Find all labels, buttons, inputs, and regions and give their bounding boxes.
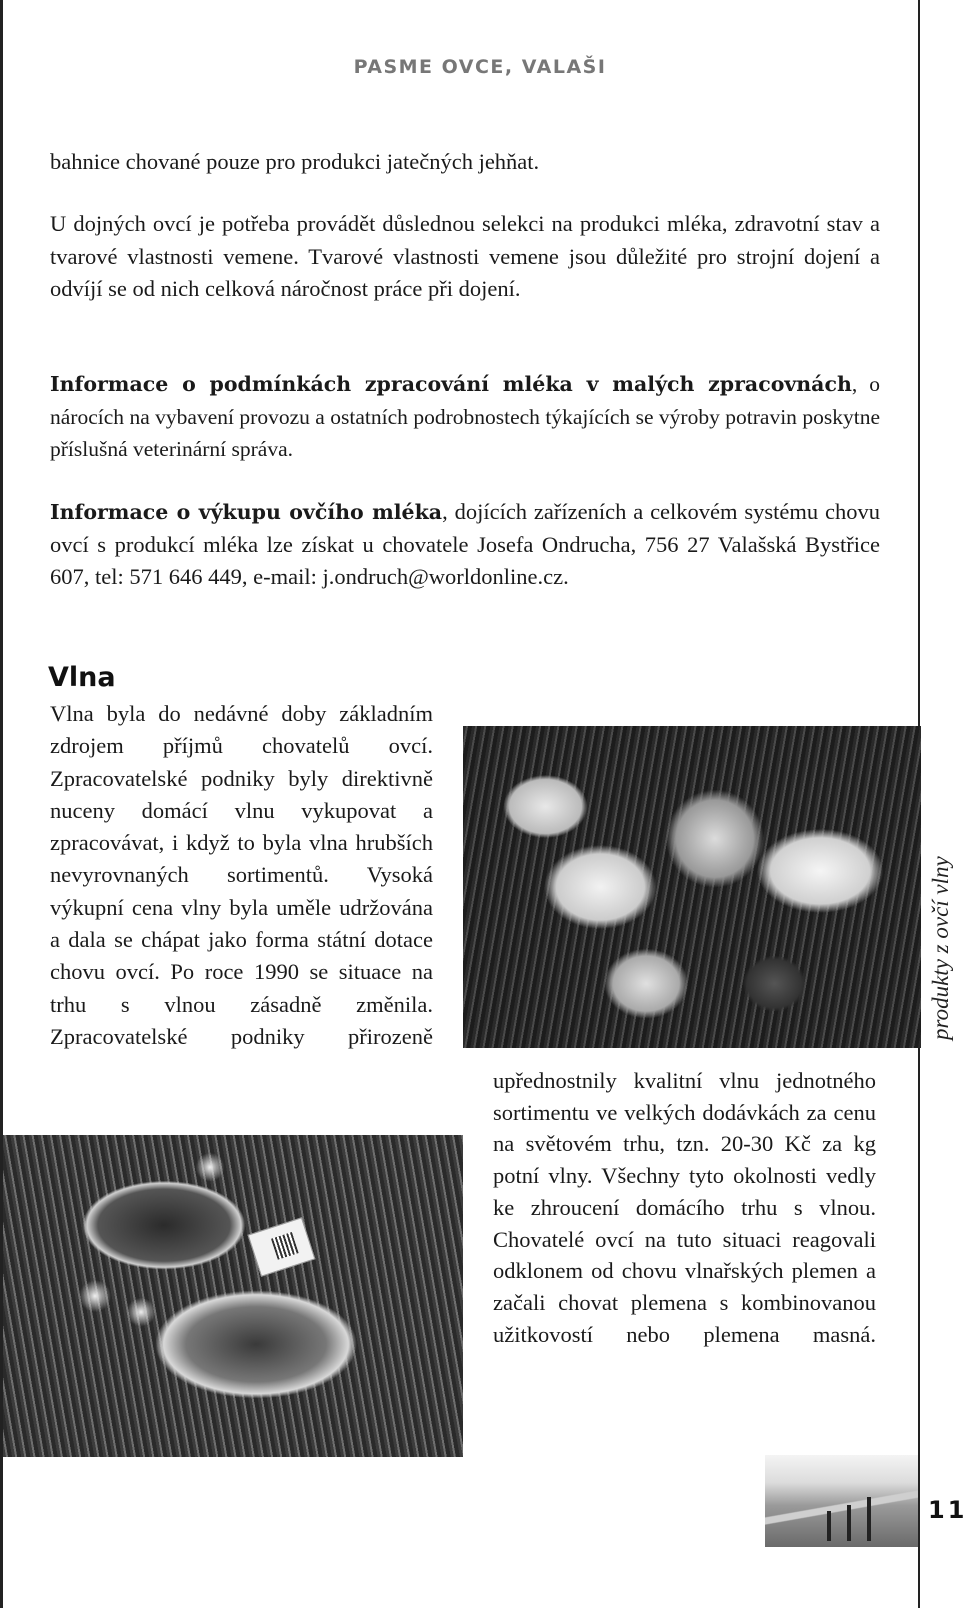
running-header: PASME OVCE, VALAŠI (353, 56, 607, 78)
product-tag-icon (248, 1217, 316, 1276)
paragraph-processing (50, 368, 880, 466)
purchase-bold-lead: Informace o výkupu ovčího mléka (50, 500, 443, 524)
side-caption: produkty z ovčí vlny (928, 856, 953, 1040)
wool-slippers-photo (3, 1135, 463, 1457)
section-heading-vlna: Vlna (48, 662, 116, 693)
page-number: 11 (928, 1496, 967, 1524)
processing-bold-lead: Informace o podmínkách zpracování mléka v malých zpracovnách (50, 372, 852, 396)
paragraph-purchase-text (50, 496, 880, 594)
vlna-column-right (493, 1065, 876, 1350)
fence-post-icon (867, 1497, 871, 1541)
landscape-thumbnail-photo (765, 1455, 918, 1547)
paragraph-milking-text: U dojných ovcí je potřeba provádět důslednou selekci na produkci mléka, zdravotní stav a tvarové vlastnosti vemene. Tvarové vlastnosti vemene jsou důležité pro strojní dojení a odvíjí se od nich celková náročnost práce při dojení. (50, 211, 880, 301)
intro-line (50, 146, 880, 179)
intro-sentence: bahnice chované pouze pro produkci jatečných jehňat. (50, 149, 540, 174)
vlna-left-text: Vlna byla do nedávné doby základním zdrojem příjmů chovatelů ovcí. Zpracovatelské podniky byly direktivně nuceny domácí vlnu vykupovat a zpracovávat, i když to byla vlna hrubších nevyrovnaných sortimentů. Vysoká výkupní cena vlny byla uměle udržována a dala se chápat jako forma státní dotace chovu ovcí. Po roce 1990 se situace na trhu s vlnou zásadně změnila. Zpracovatelské podniky přirozeně (50, 701, 433, 1049)
fence-post-icon (827, 1511, 831, 1541)
paragraph-milking (50, 208, 880, 306)
vlna-column-left (50, 698, 433, 1053)
fence-post-icon (847, 1505, 851, 1541)
paragraph-purchase (50, 496, 880, 594)
wool-socks-photo (463, 726, 921, 1048)
vlna-right-text: upřednostnily kvalitní vlnu jednotného sortimentu ve velkých dodávkách za cenu na světovém trhu, tzn. 20-30 Kč za kg potní vlny. Všechny tyto okolnosti vedly ke zhroucení domácího trhu s vlnou. Chovatelé ovcí na tuto situaci reagovali odklonem od chovu vlnařských plemen a začali chovat plemena s kombinovanou užitkovostí nebo plemena masná. (493, 1068, 876, 1347)
purchase-rest: , dojících zařízeních a celkovém systému chovu ovcí s produkcí mléka lze získat u chovatele Josefa Ondrucha, 756 27 Valašská Bystřice 607, tel: 571 646 449, e-mail: j.ondruch@worldonline.cz. (50, 499, 881, 589)
processing-rest: , o nárocích na vybavení provozu a ostatních podrobnostech týkajících se výroby potravin poskytne příslušná veterinární správa. (50, 372, 881, 461)
paragraph-processing-text (50, 368, 880, 466)
